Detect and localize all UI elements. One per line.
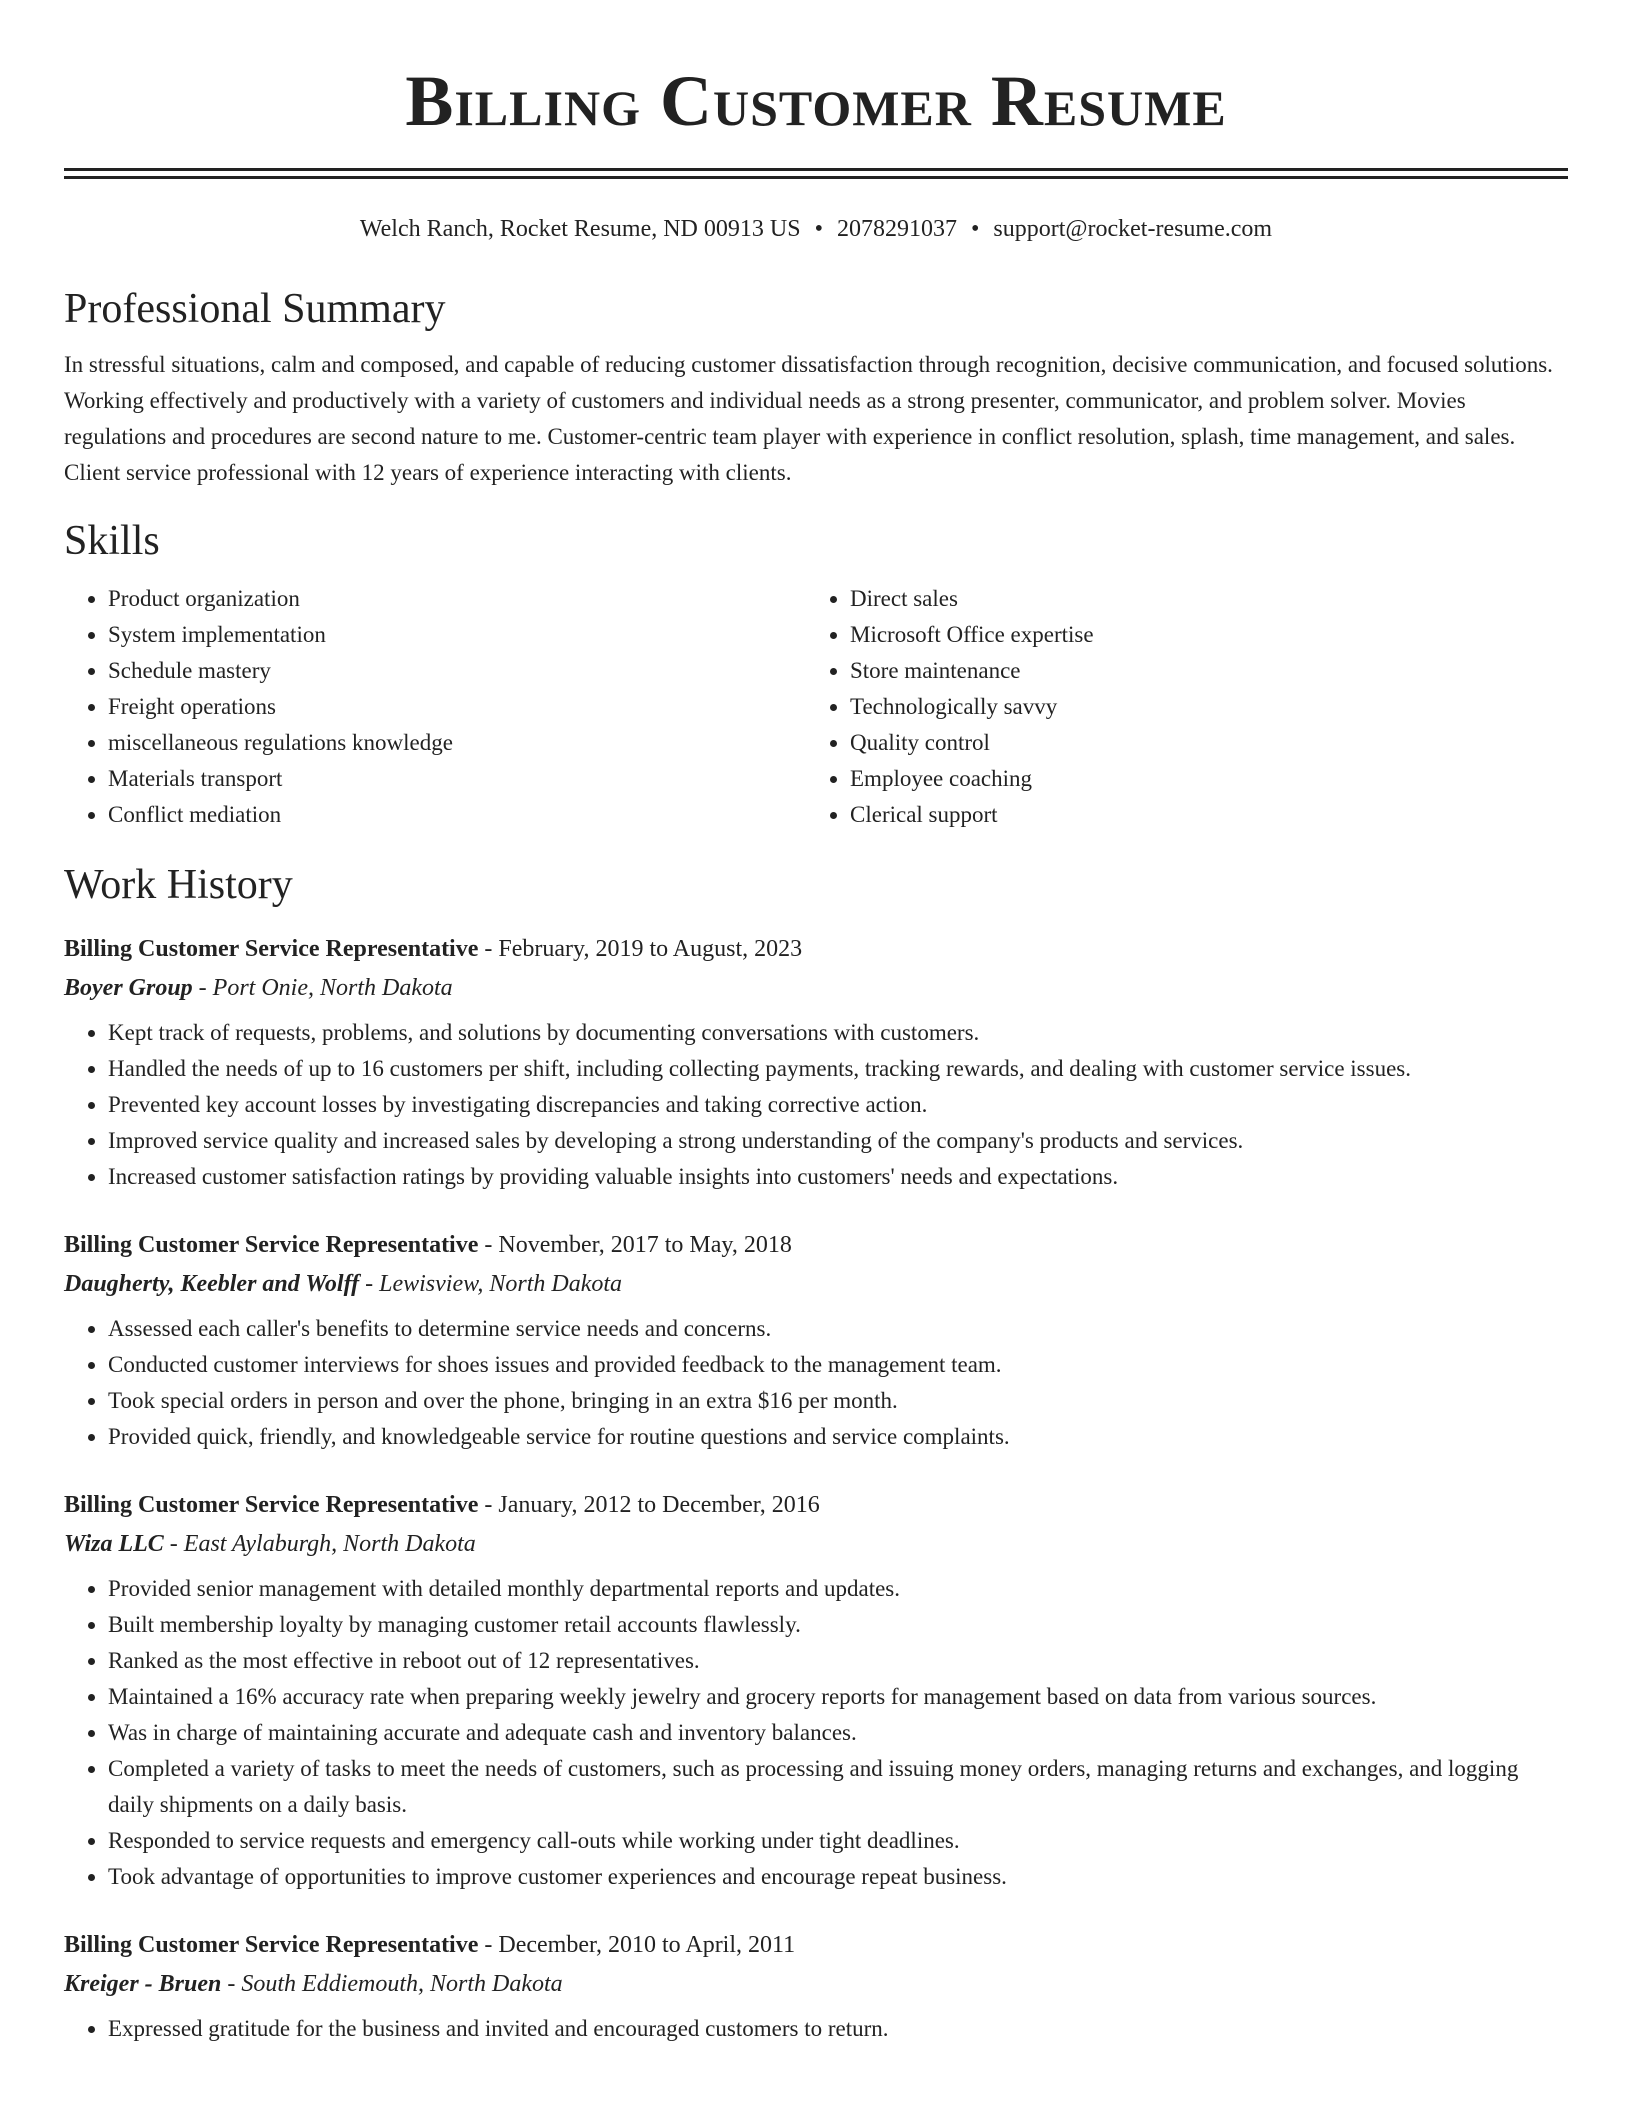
job-bullet: • Took advantage of opportunities to improve customer experiences and encourage repeat business. xyxy=(108,1859,1568,1895)
skills-heading: Skills xyxy=(64,518,160,564)
job-dates: February, 2019 to August, 2023 xyxy=(498,936,803,962)
job-dates: December, 2010 to April, 2011 xyxy=(498,1932,796,1958)
job-dash: - xyxy=(163,1531,184,1557)
job-dash: - xyxy=(478,1492,499,1518)
job-location: Port Onie, North Dakota xyxy=(212,975,453,1001)
job-bullet: • Expressed gratitude for the business and invited and encouraged customers to return. xyxy=(108,2011,1568,2047)
skill-item: • Materials transport xyxy=(108,761,806,797)
skill-item: • Employee coaching xyxy=(850,761,1548,797)
job-location: Lewisview, North Dakota xyxy=(379,1271,623,1297)
job-dash: - xyxy=(478,936,499,962)
job-bullets xyxy=(64,1015,1568,1195)
job-bullet: • Prevented key account losses by investigating discrepancies and taking corrective action. xyxy=(108,1087,1568,1123)
job-dash: - xyxy=(478,1232,499,1258)
contact-line xyxy=(64,213,1568,245)
job-company-line xyxy=(64,1525,1568,1563)
contact-separator: • xyxy=(970,216,980,242)
job-dash: - xyxy=(192,975,213,1001)
job-bullet: • Built membership loyalty by managing customer retail accounts flawlessly. xyxy=(108,1607,1568,1643)
contact-address: Welch Ranch, Rocket Resume, ND 00913 US xyxy=(359,216,801,242)
skill-item: • Direct sales xyxy=(850,581,1548,617)
skill-item: • Freight operations xyxy=(108,689,806,725)
job-title-line xyxy=(64,1225,1568,1265)
job-entry xyxy=(64,1225,1568,1455)
job-company-line xyxy=(64,969,1568,1007)
job-bullet: • Completed a variety of tasks to meet the needs of customers, such as processing and issuing money orders, managing returns and exchanges, and logging daily shipments on a daily basis. xyxy=(108,1751,1568,1823)
job-bullets xyxy=(64,1311,1568,1455)
skill-item: • System implementation xyxy=(108,617,806,653)
job-bullets xyxy=(64,1571,1568,1895)
job-bullet: • Responded to service requests and emergency call-outs while working under tight deadlines. xyxy=(108,1823,1568,1859)
job-bullet: • Conducted customer interviews for shoes issues and provided feedback to the management team. xyxy=(108,1347,1568,1383)
resume-title: Billing Customer Resume xyxy=(405,61,1227,141)
job-role: Billing Customer Service Representative xyxy=(64,936,479,962)
skill-item: • Technologically savvy xyxy=(850,689,1548,725)
summary-heading: Professional Summary xyxy=(64,286,446,332)
job-company: Kreiger - Bruen xyxy=(64,1971,222,1997)
job-entry xyxy=(64,929,1568,1195)
skill-item: • Microsoft Office expertise xyxy=(850,617,1548,653)
skill-item: • Product organization xyxy=(108,581,806,617)
job-role: Billing Customer Service Representative xyxy=(64,1492,479,1518)
job-bullet: • Assessed each caller's benefits to determine service needs and concerns. xyxy=(108,1311,1568,1347)
skill-item: • Clerical support xyxy=(850,797,1548,833)
contact-separator: • xyxy=(814,216,823,242)
job-title-line xyxy=(64,1925,1568,1965)
skills-list-right xyxy=(806,581,1548,833)
job-bullet: • Ranked as the most effective in reboot out of 12 representatives. xyxy=(108,1643,1568,1679)
skill-item: • miscellaneous regulations knowledge xyxy=(108,725,806,761)
job-dates: January, 2012 to December, 2016 xyxy=(498,1492,820,1518)
job-bullet: • Took special orders in person and over the phone, bringing in an extra $16 per month. xyxy=(108,1383,1568,1419)
job-company: Daugherty, Keebler and Wolff xyxy=(64,1271,360,1297)
title-double-rule xyxy=(64,168,1568,179)
job-company-line xyxy=(64,1965,1568,2003)
job-company: Boyer Group xyxy=(64,975,193,1001)
job-bullet: • Provided quick, friendly, and knowledgeable service for routine questions and service complaints. xyxy=(108,1419,1568,1455)
job-bullet: • Provided senior management with detailed monthly departmental reports and updates. xyxy=(108,1571,1568,1607)
skill-item: • Schedule mastery xyxy=(108,653,806,689)
work-history-heading: Work History xyxy=(64,862,293,908)
skill-item: • Conflict mediation xyxy=(108,797,806,833)
job-dash: - xyxy=(478,1932,499,1958)
skills-columns xyxy=(64,581,1568,833)
contact-phone: 2078291037 xyxy=(836,216,957,242)
contact-email: support@rocket-resume.com xyxy=(993,216,1273,242)
job-role: Billing Customer Service Representative xyxy=(64,1232,479,1258)
skill-item: • Store maintenance xyxy=(850,653,1548,689)
job-dates: November, 2017 to May, 2018 xyxy=(498,1232,792,1258)
job-title-line xyxy=(64,929,1568,969)
job-bullet: • Increased customer satisfaction ratings by providing valuable insights into customers' needs and expectations. xyxy=(108,1159,1568,1195)
job-dash: - xyxy=(359,1271,380,1297)
job-bullet: • Was in charge of maintaining accurate and adequate cash and inventory balances. xyxy=(108,1715,1568,1751)
job-bullet: • Kept track of requests, problems, and solutions by documenting conversations with customers. xyxy=(108,1015,1568,1051)
job-bullet: • Improved service quality and increased sales by developing a strong understanding of the company's products and services. xyxy=(108,1123,1568,1159)
skill-item: • Quality control xyxy=(850,725,1548,761)
job-entry xyxy=(64,1485,1568,1895)
job-title-line xyxy=(64,1485,1568,1525)
job-role: Billing Customer Service Representative xyxy=(64,1932,479,1958)
job-bullet: • Handled the needs of up to 16 customers per shift, including collecting payments, tracking rewards, and dealing with customer service issues. xyxy=(108,1051,1568,1087)
skills-list-left xyxy=(64,581,806,833)
job-bullet: • Maintained a 16% accuracy rate when preparing weekly jewelry and grocery reports for management based on data from various sources. xyxy=(108,1679,1568,1715)
job-entry xyxy=(64,1925,1568,2047)
summary-text: In stressful situations, calm and composed, and capable of reducing customer dissatisfaction through recognition, decisive communication, and focused solutions. Working effectively and productively with a variety of customers and individual needs as a strong presenter, communicator, and problem solver. Movies regulations and procedures are second nature to me. Customer-centric team player with experience in conflict resolution, splash, time management, and sales. Client service professional with 12 years of experience interacting with clients. xyxy=(64,352,1553,485)
job-company-line xyxy=(64,1265,1568,1303)
job-company: Wiza LLC xyxy=(64,1531,164,1557)
job-location: East Aylaburgh, North Dakota xyxy=(183,1531,476,1557)
job-bullets xyxy=(64,2011,1568,2047)
job-location: South Eddiemouth, North Dakota xyxy=(241,1971,563,1997)
job-dash: - xyxy=(221,1971,242,1997)
